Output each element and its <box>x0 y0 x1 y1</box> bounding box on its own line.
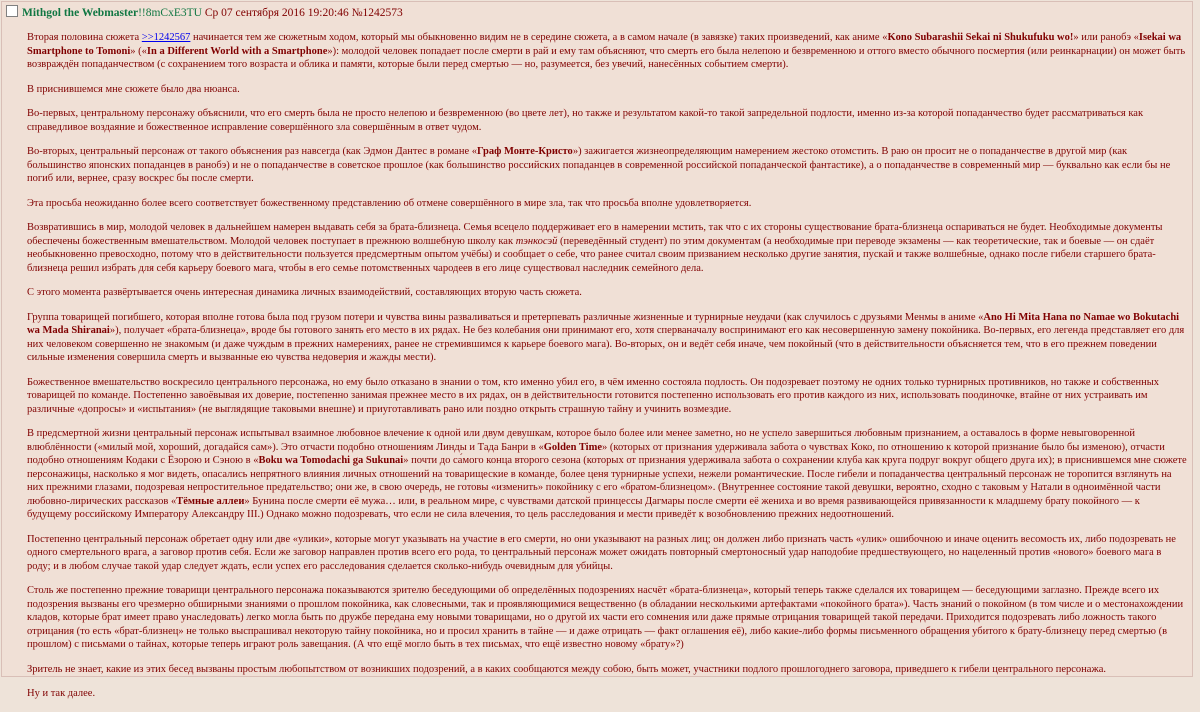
paragraph-9: Божественное вмешательство воскресило центрального персонажа, но ему было отказано в знании о том, кто именно убил его, в чём именно состояла подлость. Он подозревает поэтому не одних только турнирных противников, но также и собственных товарищей по команде. Постепенно завоёвывая их доверие, постепенно занимая прежнее место в их рядах, он в действительности готовится постепенно использовать его против каждого из них, использовать поодиночке, втайне от них устраивать им различные «допросы» и «испытания» (не выглядящие таковыми внешне) и приуготавливать рано или поздно открыть страшную тайну и учинить возмездие. <box>27 376 1160 415</box>
term-tenkosei: тэнкосэй <box>515 235 558 247</box>
poster-tripcode: !!8mCxE3TU <box>138 7 202 19</box>
title-isekai-smartphone: Isekai wa Smartphone to Tomoni <box>27 32 1182 57</box>
title-golden-time: Golden Time <box>543 441 602 453</box>
poster-name[interactable]: Mithgol the Webmaster <box>22 7 139 19</box>
title-anohana: Ano Hi Mita Hana no Namae wo Bokutachi wa Mada Shiranai <box>27 311 1180 336</box>
paragraph-8: Группа товарищей погибшего, которая вполне готова была под грузом потери и чувства вины разваливаться и претерпевать различные жизненные и турнирные неудачи (как случилось с друзьями Менмы в аниме «Ano Hi Mita Hana no Namae wo Bokutachi wa Mada Shiranai»), получает «брата-близнеца», вроде бы готового занять его место в их рядах. Не без колебания они принимают его, хотя сперваначалу воспринимают его как несовершенную замену покойника. Во-первых, его легенда представляет его для них человеком совершенно не знакомым (и даже чуждым в прежних намерениях, ранее не стремившимся к карьере боевого мага). Во-вторых, он и ведёт себя иначе, чем покойный (что в действительности объясняется тем, что в его прежнем поведении сильные изменения совершила смерть и вызванные ею чувства недоверия и жажды мести). <box>27 311 1185 363</box>
post-body <box>27 31 1187 712</box>
reply-link[interactable]: >>1242567 <box>141 32 191 43</box>
post-date: Ср 07 сентября 2016 19:20:46 <box>204 7 349 19</box>
paragraph-5: Эта просьба неожиданно более всего соответствует божественному представлению об отмене совершённого в мире зла, так что просьба вполне удовлетворяется. <box>27 197 752 209</box>
paragraph-4: Во-вторых, центральный персонаж от такого объяснения раз навсегда (как Эдмон Дантес в романе «Граф Монте-Кристо») зажигается жизнеопределяющим намерением жестоко отомстить. В раю он просит не о попаданчестве в другой мир (как большинство японских попаданцев в ранобэ) и не о попаданчестве в советское прошлое (как большинство российских попаданцев в современной российской попаданческой фантастике), а о попаданчестве в современный мир — буквально как если бы не погиб или, вернее, сразу воскрес бы после смерти. <box>27 146 1171 184</box>
paragraph-12: Столь же постепенно прежние товарищи центрального персонажа показываются зрителю беседующими об определённых подозрениях насчёт «брата-близнеца», который теперь также сделался их товарищем — беседующими заглазно. Прежде всего их подозрения вызваны его чрезмерно обширными знаниями о прошлом покойника, как словесными, так и проявляющимися вещественно (в обладании несколькими артефактами «покойного брата»). Часть знаний о покойном (в том числе и о местонахождении кладов, которые брат имеет право унаследовать) легко могла быть по дружбе передана ему новыми товарищами, но о другой их части его сомнения или даже прямые отрицания товарищей такой передачи. Приходится подозревать либо ложность такого отрицания (то есть «брат-близнец» не только выспрашивал некоторую тайну покойника, но и просил хранить в тайне — и даже отрицать — факт оглашения её), либо какие-либо формы письменного обращения убитого к брату-близнецу перед смертью (в прошлом) с письмами о тайнах, которые теперь играют роль завещания. (А что ещё могло быть в тех письмах, что ещё известно новому «брату»?) <box>27 585 1184 650</box>
paragraph-11: Постепенно центральный персонаж обретает одну или две «улики», которые могут указывать на участие в его смерти, но они указывают на разных лиц; он должен либо признать часть «улик» ошибочною и иначе оценить весомость их, либо подозревать не одного смертельного врага, а заговор против себя. Если же заговор направлен против всего его рода, то центральный персонаж может ожидать повторный смертоносный удар наподобие предшествующего, но нацеленный против «нового» боевого мага в роду; и в любом случае такой удар следует ждать, если успех его расследования сделается сколько-нибудь очевидным для убийцы. <box>27 533 1176 572</box>
paragraph-2: В приснившемся мне сюжете было два нюанса. <box>27 83 240 95</box>
paragraph-6: Возвратившись в мир, молодой человек в дальнейшем намерен выдавать себя за брата-близнеца. Семья всецело поддерживает его в намерении мстить, так что с их стороны существование брата-близнеца оспариваться не будет. Необходимые документы обеспечены божественным вмешательством. Молодой человек поступает в прежнюю волшебную школу как тэнкосэй (переведённый студент) по этим документам (а необходимые при переводе экзамены — как теоретические, так и боевые — он сдаёт необыкновенно превосходно, потому что в действительности пользуется предсмертным опытом учёбы) и сообщает о себе, что ранее считал своим призванием несколько другие занятия, пускай и также волшебные, однако после гибели старшего брата-близнеца решил избрать для себя карьеру боевого мага, чтобы в его семье потомственных чародеев в его лице существовал наследник семейного дела. <box>27 222 1163 274</box>
post-header <box>6 5 403 20</box>
paragraph-3: Во-первых, центральному персонажу объяснили, что его смерть была не просто нелепою и безвременною (во цвете лет), но также и результатом какой-то такой запредельной подлости, именно из-за которой попаданчество будет рассматриваться как справедливое воздаяние и божественное исправление совершённого зла совершённым в ответ чудом. <box>27 108 1144 133</box>
paragraph-13: Зритель не знает, какие из этих бесед вызваны простым любопытством от возникших подозрений, а в каких сообщаются между собою, быть может, участники подлого прошлогоднего заговора, приведшего к гибели центрального персонажа. <box>27 663 1106 675</box>
title-temnye-allei: Тёмные аллеи <box>176 495 245 507</box>
title-different-world: In a Different World with a Smartphone <box>146 45 328 57</box>
paragraph-1: Вторая половина сюжета >>1242567 начинается тем же сюжетным ходом, который мы обыкновенно видим не в середине сюжета, а в самом начале (в завязке) таких произведений, как аниме «Kono Subarashii Sekai ni Shukufuku wo!» или ранобэ «Isekai wa Smartphone to Tomoni» («In a Different World with a Smartphone»): молодой человек попадает после смерти в рай и ему там объясняют, что смерть его была нелепою и безвременною и оттого вместо обычного посмертия (или реинкарнации) он может быть возвраждён попаданчеством (с сохранением того возраста и облика и памяти, которые были перед смертью — но, разумеется, без увечий, нанесённых событием смерти). <box>27 32 1186 70</box>
title-kono-subarashii: Kono Subarashii Sekai ni Shukufuku wo! <box>887 32 1074 43</box>
paragraph-7: С этого момента развёртывается очень интересная динамика личных взаимодействий, составляющих вторую часть сюжета. <box>27 287 582 298</box>
post-container <box>1 1 1193 699</box>
title-monte-cristo: Граф Монте-Кристо <box>476 146 573 157</box>
paragraph-14: Ну и так далее. <box>27 688 96 699</box>
post-select-checkbox[interactable] <box>6 5 18 17</box>
paragraph-10: В предсмертной жизни центральный персонаж испытывал взаимное любовное влечение к одной или двум девушкам, которое было более или менее заметно, но не успело завершиться любовным признанием, а оставалось в форме невыговоренной влюблённости («милый мой, хороший, догадайся сам»). Это отчасти подобно отношениям Линды и Тада Банри в «Golden Time» (которых от признания удерживала забота о чувствах Коко, по отношению к которой признание было бы изменою), отчасти подобно отношениям Кодаки с Ёзорою и Сэною в «Boku wa Tomodachi ga Sukunai» почти до са́мого конца второго сезона (которых от признания удерживала забота о сохранении клуба как круга подруг вокруг общего друга их); в приснившемся мне сюжете персонажицы, насколько я мог видеть, опасались непрятного влияния личных отношений на товарищеские в команде, более ценя турнирные успехи, нежели романтические. После гибели и попаданчества центральный персонаж не торопится взглянуть на них прежними глазами, подозревая непростительное предательство; они же, в свою очередь, не готовы «изменить» покойнику с его «братом-близнецом». (Внутреннее состояние такой девушки, вероятно, сходно с таковым у Натали в одноимённой части любовно-лирических рассказов «Тёмные аллеи» Бунина после смерти её мужа… или, в реальном мире, с чувствами датской принцессы Дагмары после смерти её жениха и во время развивающейся привязанности к младшему брату покойного — к будущему российскому Императору Александру III.) Однако можно подозревать, что если не сила влечения, то цель расследования и мести приведёт к возобновлению прежних недоотношений. <box>27 428 1187 520</box>
post-number[interactable]: №1242573 <box>351 7 403 19</box>
title-haganai: Boku wa Tomodachi ga Sukunai <box>258 455 404 466</box>
